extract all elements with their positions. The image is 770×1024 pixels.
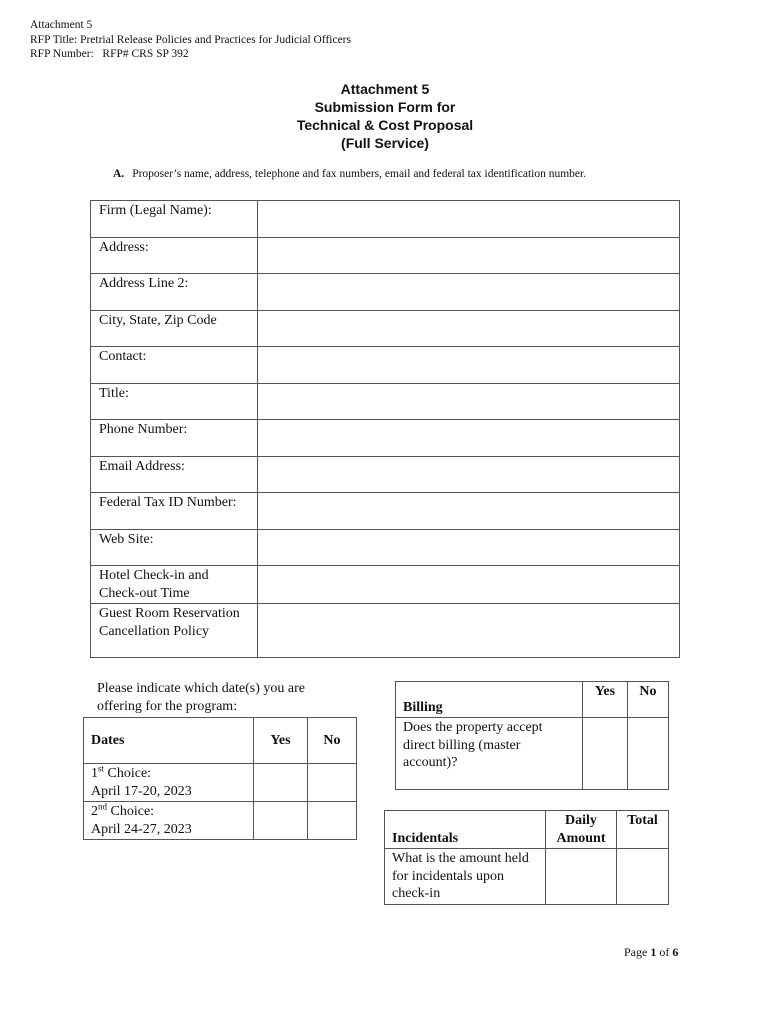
total-cell[interactable] <box>617 849 669 905</box>
dates-header: Dates <box>84 718 254 764</box>
header-rfp-number: RFP Number: RFP# CRS SP 392 <box>30 48 189 60</box>
yes-header: Yes <box>254 718 308 764</box>
web-site-field[interactable] <box>258 530 680 566</box>
title-line-4: (Full Service) <box>341 135 429 151</box>
address-field[interactable] <box>258 238 680 274</box>
incidentals-table <box>384 810 669 905</box>
form-row <box>91 347 680 384</box>
no-header: No <box>307 718 356 764</box>
field-label: Guest Room Reservation Cancellation Policy <box>91 604 258 658</box>
choice-suffix: nd <box>98 801 107 812</box>
yes-header: Yes <box>583 682 628 718</box>
billing-no-cell[interactable] <box>627 718 668 790</box>
table-header-row <box>396 682 669 718</box>
email-field[interactable] <box>258 457 680 493</box>
billing-question: Does the property accept direct billing (master account)? <box>396 718 583 790</box>
form-row <box>91 238 680 274</box>
field-label: Contact: <box>91 347 258 384</box>
cancellation-policy-field[interactable] <box>258 604 680 658</box>
form-row <box>91 420 680 457</box>
form-row <box>91 311 680 347</box>
choice-date-range: April 24-27, 2023 <box>91 821 192 837</box>
choice-label: Choice: <box>107 804 155 819</box>
title-line-3: Technical & Cost Proposal <box>296 117 474 133</box>
dates-table <box>83 717 357 840</box>
daily-amount-cell[interactable] <box>546 849 617 905</box>
form-row <box>91 201 680 238</box>
current-page: 1 <box>650 945 657 959</box>
phone-field[interactable] <box>258 420 680 457</box>
incidentals-header: Incidentals <box>385 811 546 849</box>
choice-ordinal: 2 <box>91 804 98 819</box>
billing-table <box>395 681 669 790</box>
section-a <box>113 168 586 180</box>
form-row <box>91 457 680 493</box>
field-label: Phone Number: <box>91 420 258 457</box>
table-header-row <box>84 718 357 764</box>
table-header-row <box>385 811 669 849</box>
no-header: No <box>627 682 668 718</box>
table-row <box>84 764 357 802</box>
field-label: Web Site: <box>91 530 258 566</box>
incidentals-question: What is the amount held for incidentals upon check-in <box>385 849 546 905</box>
choice-date-range: April 17-20, 2023 <box>91 783 192 799</box>
address-line-2-field[interactable] <box>258 274 680 311</box>
table-row <box>84 802 357 840</box>
title-line-1: Attachment 5 <box>340 81 430 97</box>
table-row <box>385 849 669 905</box>
field-label: Hotel Check-in and Check-out Time <box>91 566 258 604</box>
no-checkbox-cell[interactable] <box>307 764 356 802</box>
no-checkbox-cell[interactable] <box>307 802 356 840</box>
of-word: of <box>656 945 673 959</box>
yes-checkbox-cell[interactable] <box>254 802 308 840</box>
choice-label: Choice: <box>104 766 152 781</box>
field-label: Address: <box>91 238 258 274</box>
firm-name-field[interactable] <box>258 201 680 238</box>
page-number <box>624 945 678 960</box>
field-label: Federal Tax ID Number: <box>91 493 258 530</box>
form-row <box>91 384 680 420</box>
form-row <box>91 566 680 604</box>
title-line-2: Submission Form for <box>314 99 456 115</box>
form-row <box>91 493 680 530</box>
page-word: Page <box>624 945 651 959</box>
form-title <box>0 80 770 152</box>
form-row <box>91 530 680 566</box>
daily-amount-header: Daily Amount <box>546 811 617 849</box>
form-row <box>91 274 680 311</box>
check-in-out-field[interactable] <box>258 566 680 604</box>
header-attachment: Attachment 5 <box>30 19 93 31</box>
federal-tax-id-field[interactable] <box>258 493 680 530</box>
choice-suffix: st <box>98 763 105 774</box>
section-a-text: Proposer’s name, address, telephone and fax numbers, email and federal tax identification number. <box>132 168 587 180</box>
field-label: Address Line 2: <box>91 274 258 311</box>
city-state-zip-field[interactable] <box>258 311 680 347</box>
billing-yes-cell[interactable] <box>583 718 628 790</box>
field-label: Title: <box>91 384 258 420</box>
choice-ordinal: 1 <box>91 766 98 781</box>
header-rfp-title: RFP Title: Pretrial Release Policies and Practices for Judicial Officers <box>30 33 351 46</box>
field-label: Email Address: <box>91 457 258 493</box>
field-label: City, State, Zip Code <box>91 311 258 347</box>
contact-field[interactable] <box>258 347 680 384</box>
total-header: Total <box>617 811 669 849</box>
section-a-letter: A. <box>113 168 125 180</box>
document-header <box>30 18 351 62</box>
form-row <box>91 604 680 658</box>
dates-instruction: Please indicate which date(s) you are offering for the program: <box>97 681 305 714</box>
billing-header: Billing <box>396 682 583 718</box>
proposer-info-table <box>90 200 680 658</box>
date-choice-cell <box>84 802 254 840</box>
date-choice-cell <box>84 764 254 802</box>
table-row <box>396 718 669 790</box>
title-field[interactable] <box>258 384 680 420</box>
yes-checkbox-cell[interactable] <box>254 764 308 802</box>
total-pages: 6 <box>672 945 679 959</box>
field-label: Firm (Legal Name): <box>91 201 258 238</box>
